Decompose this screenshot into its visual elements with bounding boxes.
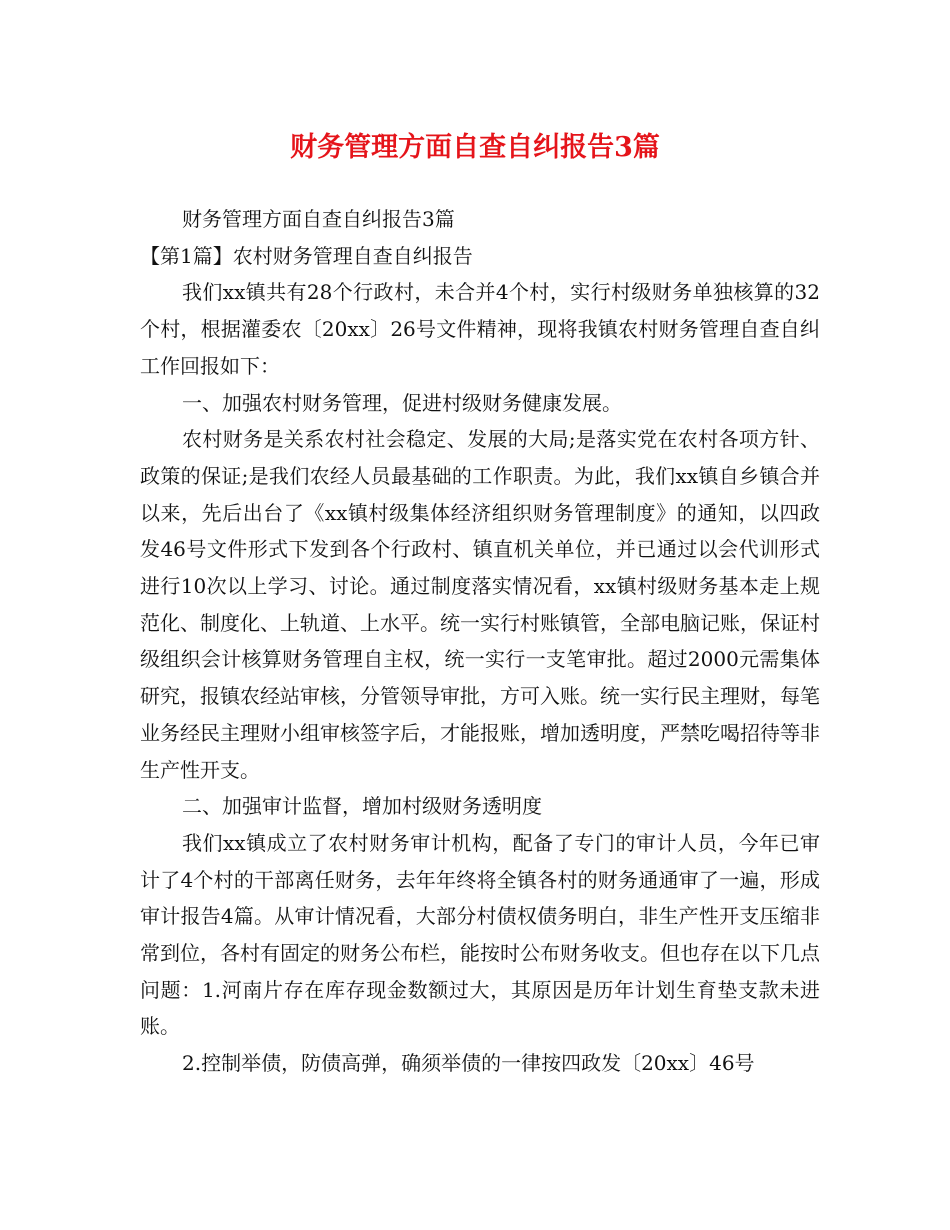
part1-heading: 【第1篇】农村财务管理自查自纠报告: [140, 243, 473, 268]
section1-heading: 一、加强农村财务管理，促进村级财务健康发展。: [182, 390, 622, 415]
paragraph-3: 我们xx镇成立了农村财务审计机构，配备了专门的审计人员，今年已审计了4个村的干部离任财务，去年年终将全镇各村的财务通通审了一遍，形成审计报告4篇。从审计情况看，大部分村债权债务明白，非生产性开支压缩非常到位，各村有固定的财务公布栏，能按时公布财务收支。但也存在以下几点问题：1.河南片存在库存现金数额过大，其原因是历年计划生育垫支款未进账。: [140, 830, 820, 1039]
paragraph-1: 我们xx镇共有28个行政村，未合并4个村，实行村级财务单独核算的32个村，根据灌委农〔20xx〕26号文件精神，现将我镇农村财务管理自查自纠工作回报如下：: [140, 280, 820, 378]
document-body: [140, 201, 820, 1082]
paragraph-2: 农村财务是关系农村社会稳定、发展的大局;是落实党在农村各项方针、政策的保证;是我们农经人员最基础的工作职责。为此，我们xx镇自乡镇合并以来，先后出台了《xx镇村级集体经济组织财务管理制度》的通知，以四政发46号文件形式下发到各个行政村、镇直机关单位，并已通过以会代训形式进行10次以上学习、讨论。通过制度落实情况看，xx镇村级财务基本走上规范化、制度化、上轨道、上水平。统一实行村账镇管，全部电脑记账，保证村级组织会计核算财务管理自主权，统一实行一支笔审批。超过2000元需集体研究，报镇农经站审核，分管领导审批，方可入账。统一实行民主理财，每笔业务经民主理财小组审核签字后，才能报账，增加透明度，严禁吃喝招待等非生产性开支。: [140, 427, 820, 782]
document-subtitle: 财务管理方面自查自纠报告3篇: [182, 207, 455, 231]
document-title: 财务管理方面自查自纠报告3篇: [290, 132, 660, 163]
paragraph-4: 2.控制举债，防债高弹，确须举债的一律按四政发〔20xx〕46号: [182, 1051, 755, 1076]
section2-heading: 二、加强审计监督，增加村级财务透明度: [182, 794, 542, 819]
